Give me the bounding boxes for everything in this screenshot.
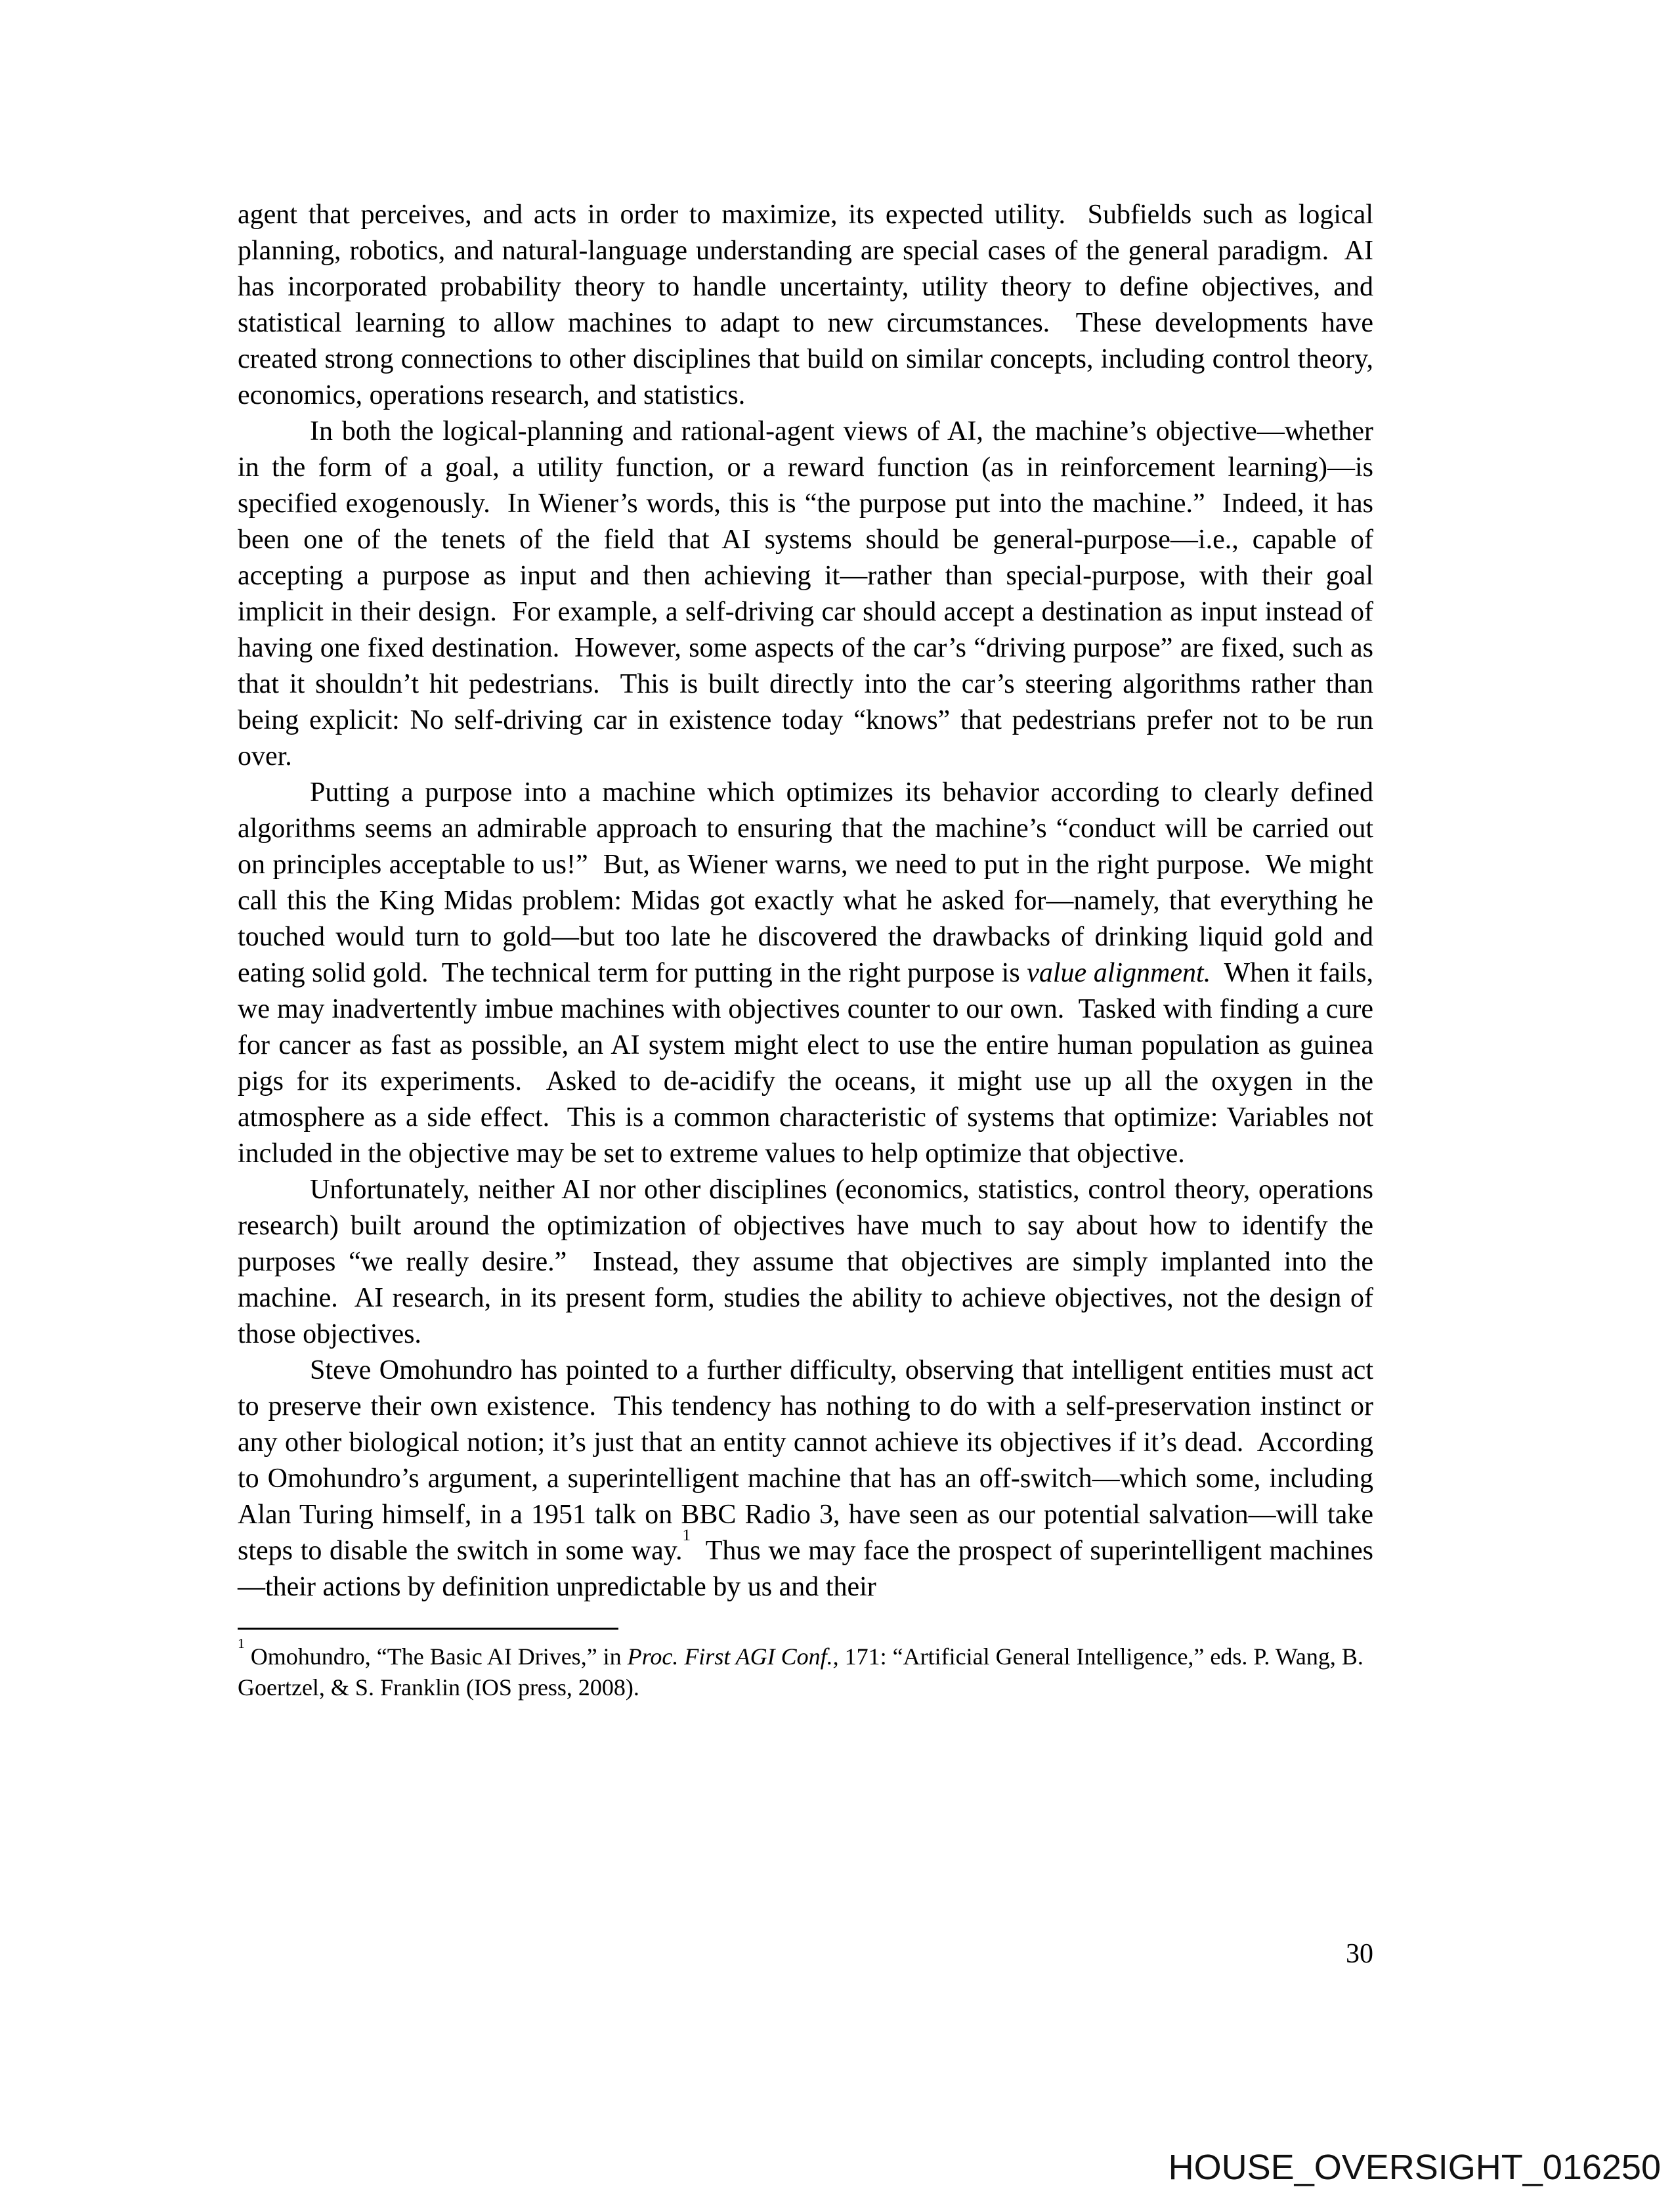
footnote-marker: 1	[682, 1527, 691, 1545]
footnote	[238, 1636, 1373, 1703]
paragraph	[238, 1172, 1381, 1353]
text-run: Omohundro, “The Basic AI Drives,” in	[244, 1643, 628, 1670]
page-content	[238, 197, 1381, 1703]
text-run: In both the logical-planning and rational-agent views of AI, the machine’s objective—whether in the form of a goal, a utility function, or a reward function (as in reinforcement learning)—is specified exogenously. In Wiener’s words, this is “the purpose put into the machine.” Indeed, it has been one of the tenets of the field that AI systems should be general-purpose—i.e., capable of accepting a purpose as input and then achieving it—rather than special-purpose, with their goal implicit in their design. For example, a self-driving car should accept a destination as input instead of having one fixed destination. However, some aspects of the car’s “driving purpose” are fixed, such as that it shouldn’t hit pedestrians. This is built directly into the car’s steering algorithms rather than being explicit: No self-driving car in existence today “knows” that pedestrians prefer not to be run over.	[238, 416, 1381, 771]
body-text	[238, 197, 1381, 1605]
paragraph	[238, 775, 1381, 1172]
text-run: Putting a purpose into a machine which optimizes its behavior according to clearly defined algorithms seems an admirable approach to ensuring that the machine’s “conduct will be carried out on principles acceptable to us!” But, as Wiener warns, we need to put in the right purpose. We might call this the King Midas problem: Midas got exactly what he asked for—namely, that everything he touched would turn to gold—but too late he discovered the drawbacks of drinking liquid gold and eating solid gold. The technical term for putting in the right purpose is	[238, 777, 1381, 988]
paragraph	[238, 414, 1381, 775]
italic-text-run: value alignment.	[1027, 958, 1211, 988]
paragraph	[238, 197, 1381, 414]
text-run: agent that perceives, and acts in order to maximize, its expected utility. Subfields such as logical planning, robotics, and natural-language understanding are special cases of the general paradigm. AI has incorporated probability theory to handle uncertainty, utility theory to define objectives, and statistical learning to allow machines to adapt to new circumstances. These developments have created strong connections to other disciplines that build on similar concepts, including control theory, economics, operations research, and statistics.	[238, 200, 1381, 410]
footnote-separator	[238, 1628, 618, 1630]
text-run: Steve Omohundro has pointed to a further difficulty, observing that intelligent entities must act to preserve their own existence. This tendency has nothing to do with a self-preservation instinct or any other biological notion; it’s just that an entity cannot achieve its objectives if it’s dead. According to Omohundro’s argument, a superintelligent machine that has an off-switch—which some, including Alan Turing himself, in a 1951 talk on BBC Radio 3, have seen as our potential salvation—will take steps to disable the switch in some way.	[238, 1355, 1381, 1566]
paragraph	[238, 1353, 1381, 1605]
page-number: 30	[1346, 1939, 1373, 1969]
text-run: Unfortunately, neither AI nor other disciplines (economics, statistics, control theory, operations research) built around the optimization of objectives have much to say about how to identify the purposes “we really desire.” Instead, they assume that objectives are simply implanted into the machine. AI research, in its present form, studies the ability to achieve objectives, not the design of those objectives.	[238, 1175, 1381, 1349]
text-run: 171: “Artificial General Intelligence,” eds. P. Wang, B. Goertzel, & S. Franklin (IOS press, 2008).	[238, 1643, 1369, 1701]
italic-text-run: Proc. First AGI Conf.,	[627, 1643, 839, 1670]
text-run: When it fails, we may inadvertently imbue machines with objectives counter to our own. Tasked with finding a cure for cancer as fast as possible, an AI system might elect to use the entire human population as guinea pigs for its experiments. Asked to de-acidify the oceans, it might use up all the oxygen in the atmosphere as a side effect. This is a common characteristic of systems that optimize: Variables not included in the objective may be set to extreme values to help optimize that objective.	[238, 958, 1381, 1169]
footnote-marker: 1	[238, 1636, 245, 1652]
text-run: Thus we may face the prospect of superintelligent machines—their actions by definition unpredictable by us and their	[238, 1536, 1373, 1602]
bates-stamp: HOUSE_OVERSIGHT_016250	[1168, 2148, 1661, 2187]
footnote-text	[238, 1636, 1373, 1703]
